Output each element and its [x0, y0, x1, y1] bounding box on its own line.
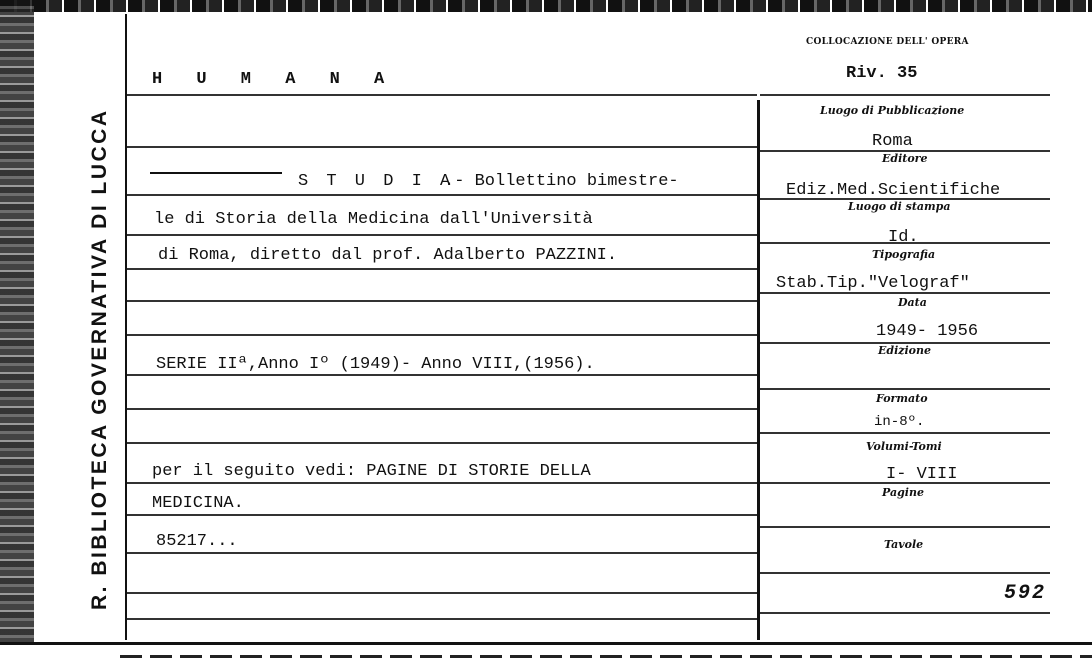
scan-top-border — [0, 0, 1092, 12]
data-label: Data — [898, 296, 927, 309]
collocazione-label: COLLOCAZIONE DELL' OPERA — [806, 37, 969, 47]
author-placeholder-dash — [150, 172, 282, 174]
ruled-line — [127, 374, 757, 376]
luogo-stampa-label: Luogo di stampa — [848, 200, 951, 213]
see-also-line-2: MEDICINA. — [152, 494, 244, 513]
ruled-line — [127, 618, 757, 620]
scan-left-edge — [0, 0, 34, 660]
luogo-stampa-value: Id. — [888, 228, 919, 247]
ruled-line — [127, 94, 757, 96]
right-ruled-line — [760, 612, 1050, 614]
editore-label: Editore — [882, 152, 928, 165]
right-ruled-line — [760, 526, 1050, 528]
ruled-line — [127, 514, 757, 516]
formato-value: in-8º. — [874, 414, 925, 430]
tipografia-value: Stab.Tip."Velograf" — [776, 274, 970, 293]
data-value: 1949- 1956 — [876, 322, 979, 341]
scan-bottom-border — [0, 642, 1092, 660]
tavole-label: Tavole — [884, 538, 924, 551]
studia-description: .- Bollettino bimestre- — [444, 172, 679, 191]
ruled-line — [127, 408, 757, 410]
description-line-3: di Roma, diretto dal prof. Adalberto PAZZINI. — [158, 246, 618, 265]
column-separator-line — [757, 100, 760, 640]
right-ruled-line — [760, 94, 1050, 96]
ruled-line — [127, 482, 757, 484]
ruled-line — [127, 442, 757, 444]
left-margin-line — [125, 14, 127, 640]
ruled-line — [127, 234, 757, 236]
tipografia-label: Tipografia — [872, 248, 936, 261]
ruled-line — [127, 300, 757, 302]
editore-value: Ediz.Med.Scientifiche — [786, 181, 1001, 200]
ruled-line — [127, 552, 757, 554]
right-ruled-line — [760, 432, 1050, 434]
formato-label: Formato — [876, 392, 928, 405]
inventory-number: 85217... — [156, 532, 238, 551]
see-also-line-1: per il seguito vedi: PAGINE DI STORIE DELLA — [152, 462, 591, 481]
right-ruled-line — [760, 572, 1050, 574]
library-name-vertical: R. BIBLIOTECA GOVERNATIVA DI LUCCA — [88, 108, 111, 610]
luogo-pubblicazione-value: Roma — [872, 132, 913, 151]
ruled-line — [127, 592, 757, 594]
luogo-pubblicazione-label: Luogo di Pubblicazione — [820, 104, 965, 117]
pagine-label: Pagine — [882, 486, 924, 499]
description-line-2: le di Storia della Medicina dall'Università — [154, 210, 593, 229]
edizione-label: Edizione — [878, 344, 932, 357]
series-line: SERIE IIª,Anno Iº (1949)- Anno VIII,(1956). — [156, 355, 595, 374]
volumi-value: I- VIII — [886, 465, 958, 484]
ruled-line — [127, 334, 757, 336]
handwritten-number: 592 — [1004, 582, 1047, 605]
ruled-line — [127, 268, 757, 270]
right-ruled-line — [760, 388, 1050, 390]
ruled-line — [127, 194, 757, 196]
collocazione-value: Riv. 35 — [846, 64, 918, 83]
ruled-line — [127, 146, 757, 148]
studia-name: S T U D I A — [298, 172, 455, 191]
volumi-label: Volumi-Tomi — [866, 440, 942, 453]
card-title: H U M A N A — [152, 70, 397, 89]
